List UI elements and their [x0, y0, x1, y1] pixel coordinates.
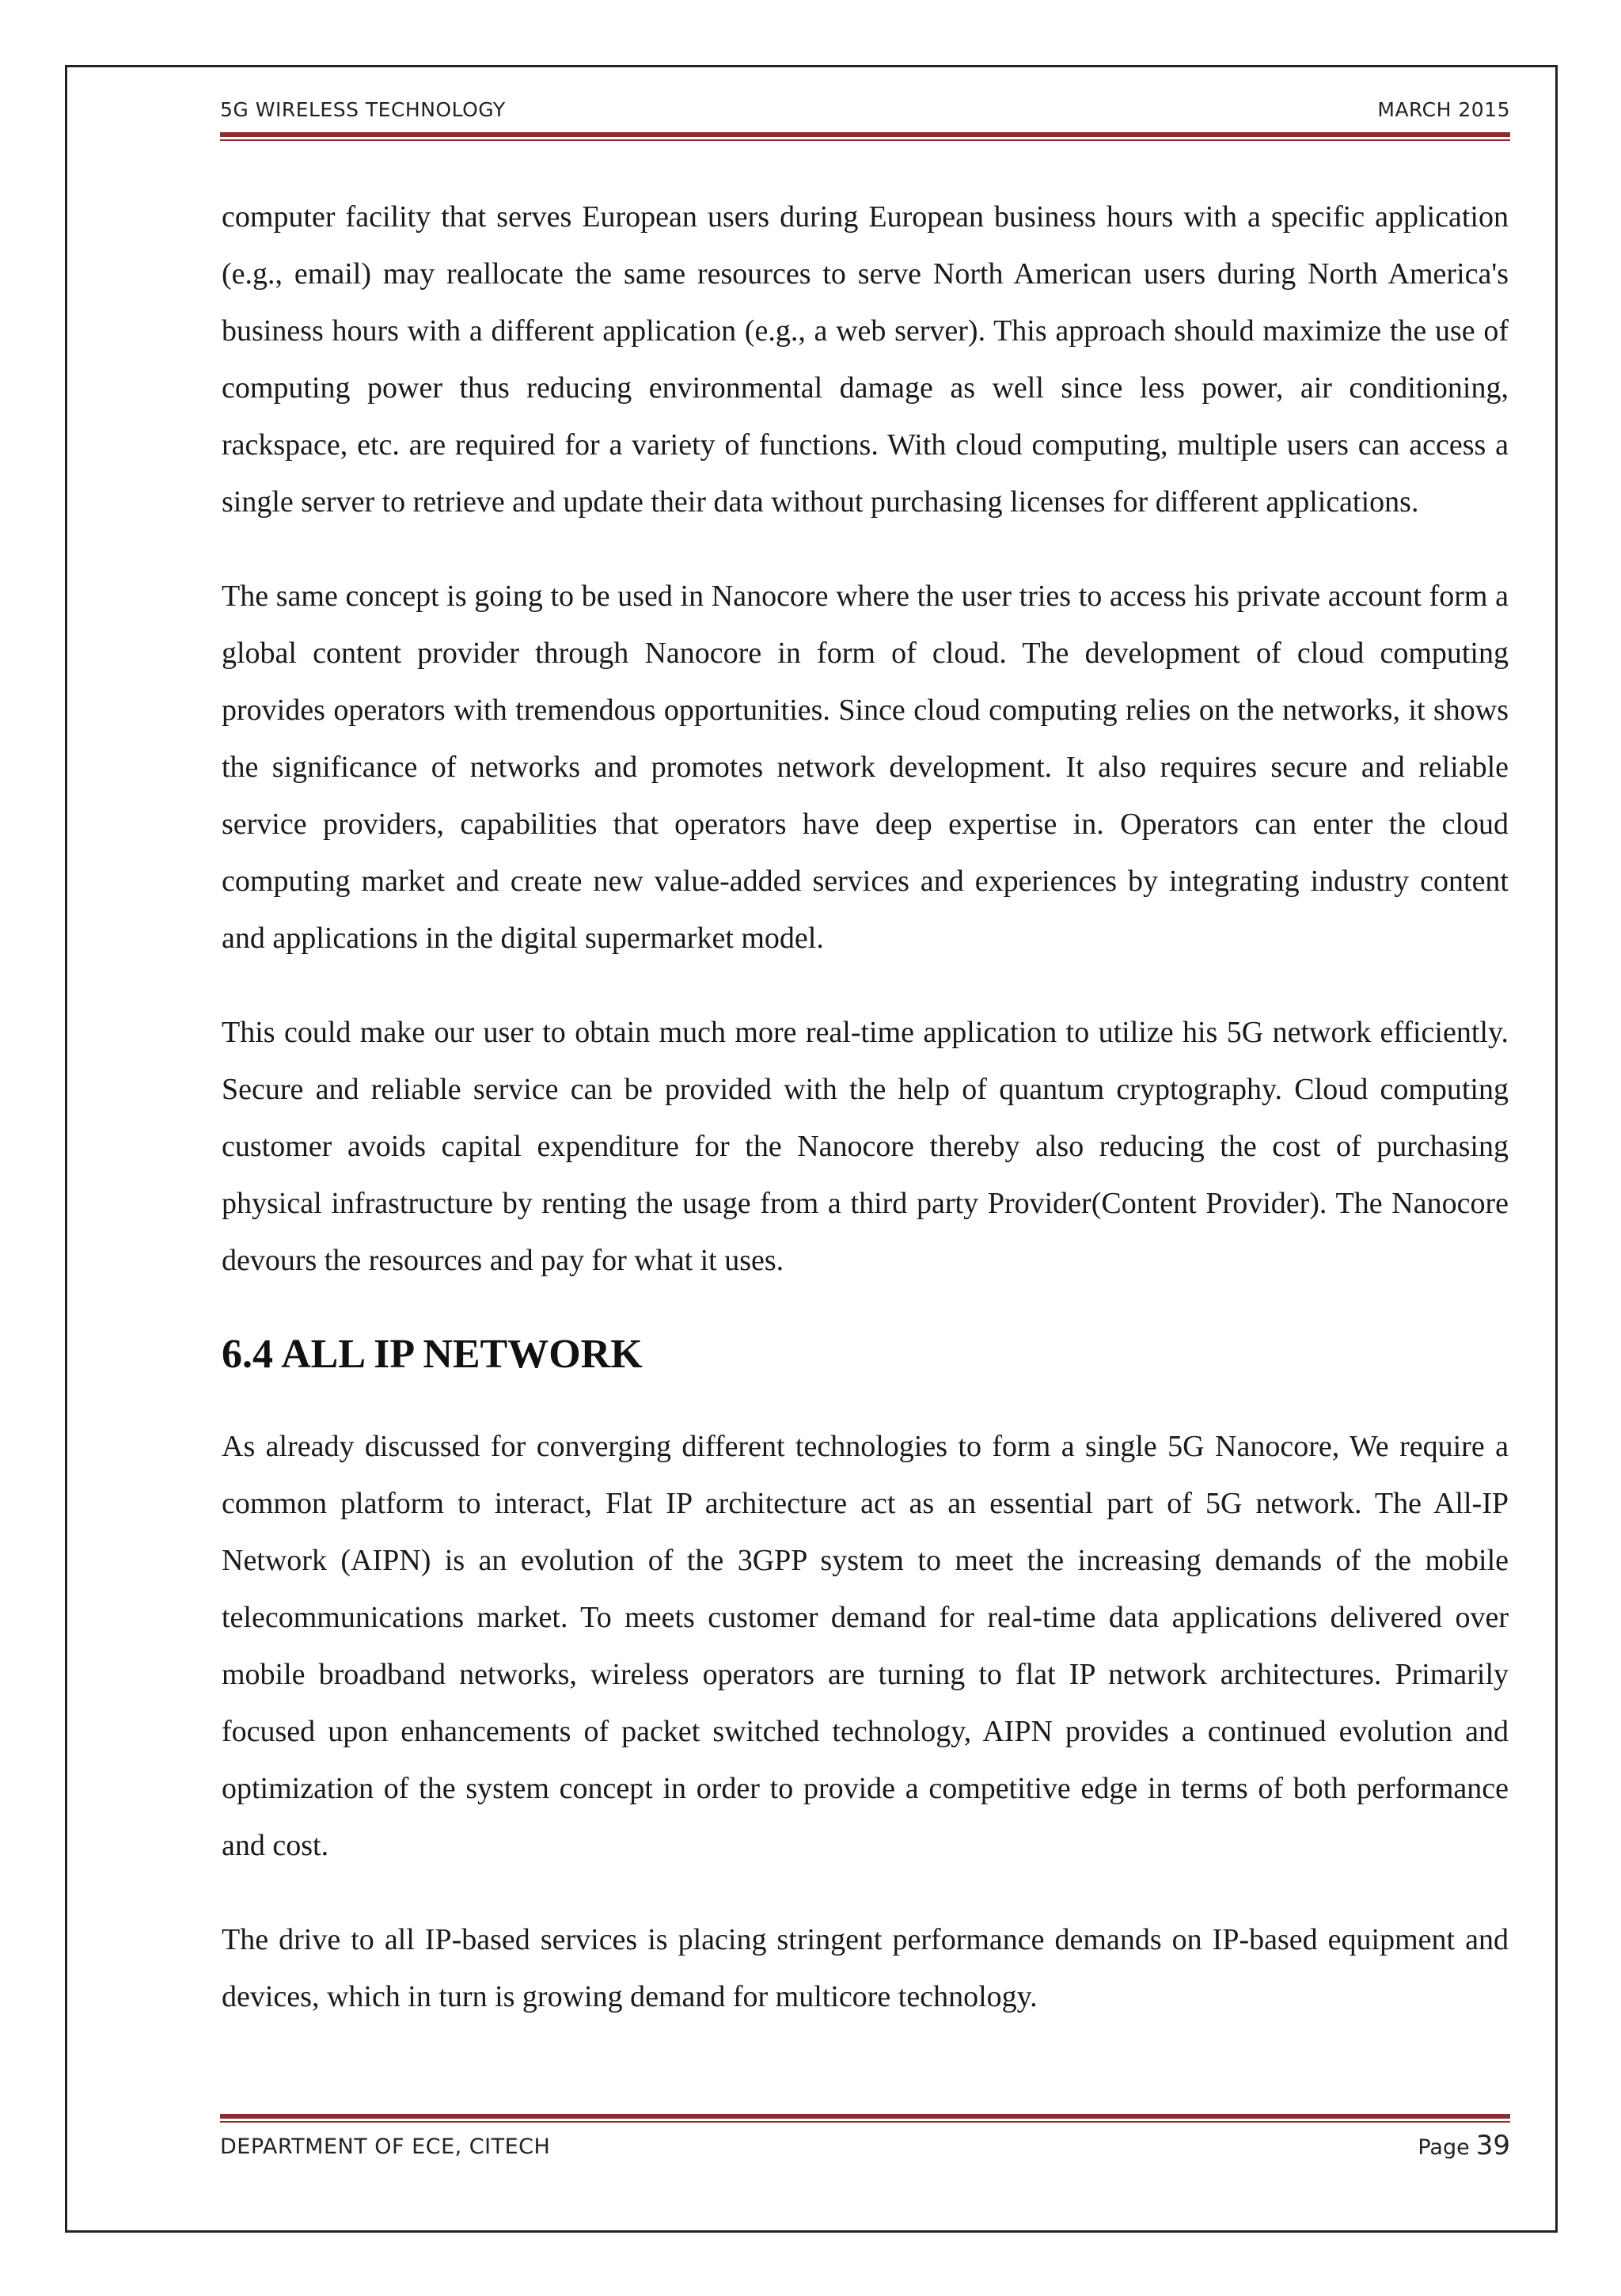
header-rule: [220, 132, 1510, 141]
header-rule-thick: [220, 132, 1510, 137]
page-number-block: [1418, 2130, 1510, 2161]
page-label: Page: [1418, 2135, 1470, 2160]
footer-department: DEPARTMENT OF ECE, CITECH: [220, 2134, 551, 2159]
header-rule-thin: [220, 139, 1510, 141]
page-number: 39: [1475, 2130, 1510, 2161]
page-body: [222, 188, 1509, 2062]
footer-rule-thin: [220, 2121, 1510, 2123]
body-paragraph-2: The same concept is going to be used in Nanocore where the user tries to access his private account form a global content provider through Nanocore in form of cloud. The development of cloud computing provides operators with tremendous opportunities. Since cloud computing relies on the networks, it shows the significance of networks and promotes network development. It also requires secure and reliable service providers, capabilities that operators have deep expertise in. Operators can enter the cloud computing market and create new value-added services and experiences by integrating industry content and applications in the digital supermarket model.: [222, 580, 1509, 955]
section-paragraph-2: The drive to all IP-based services is placing stringent performance demands on IP-based equipment and devices, which in turn is growing demand for multicore technology.: [222, 1923, 1509, 2013]
footer-rule: [220, 2114, 1510, 2123]
header-date: MARCH 2015: [1377, 98, 1510, 121]
page-header: [220, 98, 1510, 130]
footer-rule-thick: [220, 2114, 1510, 2119]
body-paragraph-1: computer facility that serves European users during European business hours with a specific application (e.g., email) may reallocate the same resources to serve North American users during North America's business hours with a different application (e.g., a web server). This approach should maximize the use of computing power thus reducing environmental damage as well since less power, air conditioning, rackspace, etc. are required for a variety of functions. With cloud computing, multiple users can access a single server to retrieve and update their data without purchasing licenses for different applications.: [222, 200, 1509, 519]
page-footer: [220, 2130, 1510, 2169]
body-paragraph-3: This could make our user to obtain much more real-time application to utilize his 5G network efficiently. Secure and reliable service can be provided with the help of quantum cryptography. Cloud computing customer avoids capital expenditure for the Nanocore thereby also reducing the cost of purchasing physical infrastructure by renting the usage from a third party Provider(Content Provider). The Nanocore devours the resources and pay for what it uses.: [222, 1016, 1509, 1277]
section-paragraph-1: As already discussed for converging different technologies to form a single 5G Nanocore, We require a common platform to interact, Flat IP architecture act as an essential part of 5G network. The All-IP Network (AIPN) is an evolution of the 3GPP system to meet the increasing demands of the mobile telecommunications market. To meets customer demand for real-time data applications delivered over mobile broadband networks, wireless operators are turning to flat IP network architectures. Primarily focused upon enhancements of packet switched technology, AIPN provides a continued evolution and optimization of the system concept in order to provide a competitive edge in terms of both performance and cost.: [222, 1430, 1509, 1862]
header-title: 5G WIRELESS TECHNOLOGY: [220, 98, 506, 121]
section-heading: 6.4 ALL IP NETWORK: [222, 1332, 643, 1377]
